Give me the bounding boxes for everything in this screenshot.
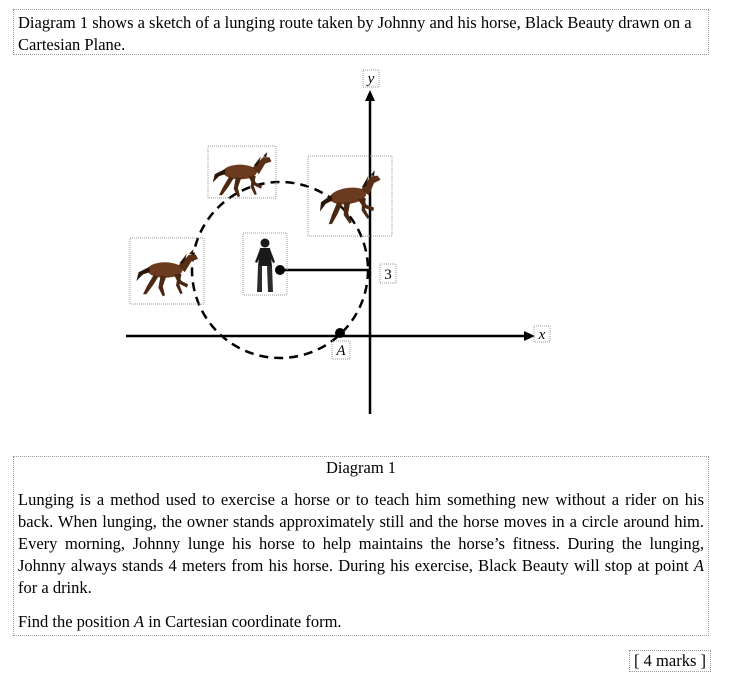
question-paragraph: Lunging is a method used to exercise a horse or to teach him something new without a rider on his back. When lunging, the owner stands approximately still and the horse moves in a circle around him. Every morning, Johnny lunge his horse to help maintains the horse’s fitness. During the lunging, Johnny always stands 4 meters from his horse. During his exercise, Black Beauty will stop at point A for a drink. [18, 490, 704, 597]
point-a-dot [335, 328, 345, 338]
horse-image-top [208, 146, 276, 198]
y-axis-arrow [365, 90, 375, 101]
x-axis-label: x [538, 327, 546, 343]
question-block [13, 456, 709, 636]
x-axis-arrow [524, 331, 535, 341]
question-task: Find the position A in Cartesian coordinate form. [18, 612, 342, 631]
marks-badge: [ 4 marks ] [629, 650, 711, 672]
point-a-label: A [336, 343, 346, 359]
johnny-figure [243, 233, 287, 295]
y-axis-label: y [367, 71, 375, 87]
johnny-point [275, 265, 285, 275]
diagram-caption: Diagram 1 [325, 458, 397, 477]
distance-label: 3 [384, 267, 392, 283]
horse-image-right [308, 156, 392, 236]
intro-paragraph: Diagram 1 shows a sketch of a lunging route taken by Johnny and his horse, Black Beauty drawn on a Cartesian Plane. [18, 13, 692, 54]
